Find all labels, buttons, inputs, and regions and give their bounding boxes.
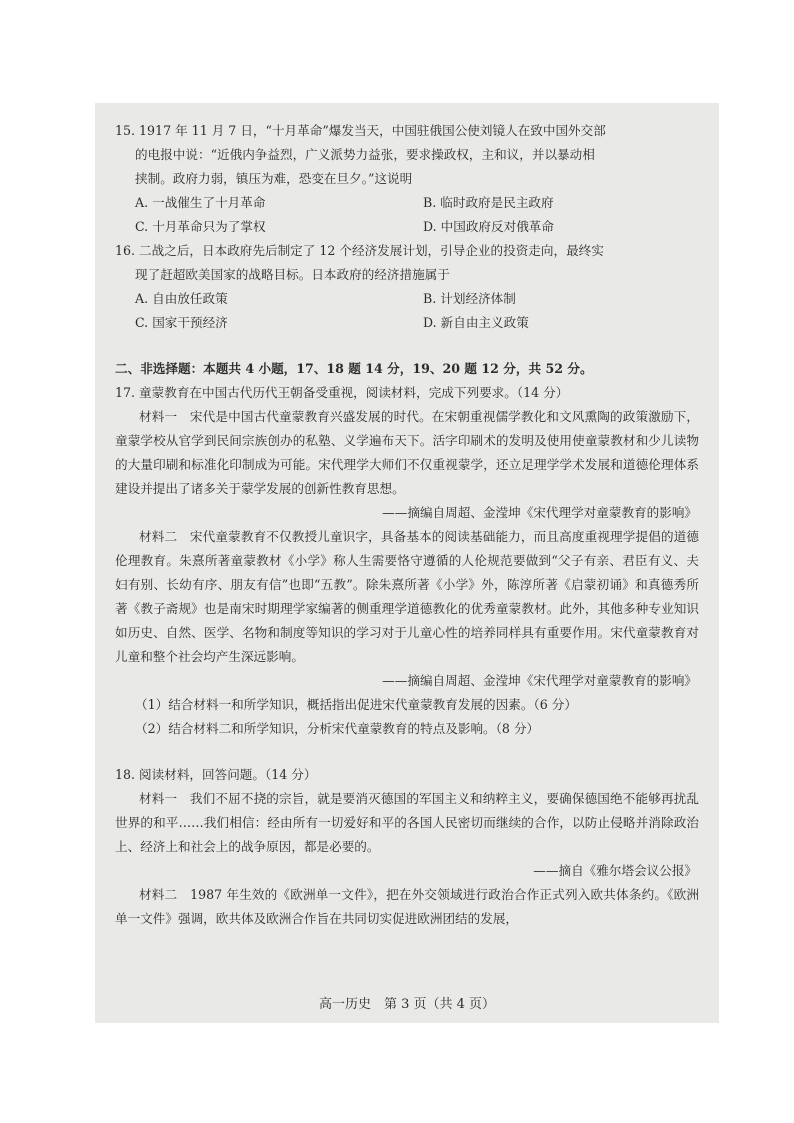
question-15: [115, 119, 699, 239]
q18-material-1: 材料一 我们不屈不挠的宗旨，就是要消灭德国的军国主义和纳粹主义，要确保德国绝不能够再扰乱世界的和平……我们相信：经由所有一切爱好和平的各国人民密切而继续的合作，以防止侵略并消除政治上、经济上和社会上的战争原因，都是必要的。: [115, 791, 699, 854]
q15-line-2: 的电报中说：“近俄内争益烈，广义派势力益张，要求操政权，主和议，并以暴动相: [135, 147, 595, 162]
q18-source-1: ——摘自《雅尔塔会议公报》: [533, 863, 697, 878]
q17-source-1: ——摘编自周超、金滢坤《宋代理学对童蒙教育的影响》: [382, 505, 697, 520]
q16-option-c[interactable]: C. 国家干预经济: [135, 315, 228, 330]
q15-line-1: 15. 1917 年 11 月 7 日，“十月革命”爆发当天，中国驻俄国公使刘镜人在致中国外交部: [115, 123, 606, 138]
exam-page: [95, 103, 719, 1023]
q16-option-a[interactable]: A. 自由放任政策: [135, 291, 228, 306]
q16-line-1: 16. 二战之后，日本政府先后制定了 12 个经济发展计划，引导企业的投资走向，最终实: [115, 243, 604, 258]
q15-option-b[interactable]: B. 临时政府是民主政府: [423, 195, 554, 210]
q15-option-d[interactable]: D. 中国政府反对俄革命: [423, 219, 554, 234]
q16-option-d[interactable]: D. 新自由主义政策: [423, 315, 529, 330]
q15-option-a[interactable]: A. 一战催生了十月革命: [135, 195, 266, 210]
question-16: [115, 239, 699, 335]
page-footer: 高一历史 第 3 页（共 4 页）: [318, 997, 496, 1012]
section-2-heading: 二、非选择题：本题共 4 小题，17、18 题 14 分，19、20 题 12 分，共 52 分。: [115, 361, 593, 376]
q15-option-c[interactable]: C. 十月革命只为了掌权: [135, 219, 266, 234]
q15-options: [115, 191, 699, 239]
q17-material-2: 材料二 宋代童蒙教育不仅教授儿童识字，具备基本的阅读基础能力，而且高度重视理学提倡的道德伦理教育。朱熹所著童蒙教材《小学》称人生需要恪守遵循的人伦规范要做到“父子有亲、君臣有义、夫妇有别、长幼有序、朋友有信”也即“五教”。除朱熹所著《小学》外，陈淳所著《启蒙初诵》和真德秀所著《教子斋规》也是南宋时期理学家编著的侧重理学道德教化的优秀童蒙教材。此外，其他多种专业知识如历史、自然、医学、名物和制度等知识的学习对于儿童心性的培养同样具有重要作用。宋代童蒙教育对儿童和整个社会均产生深远影响。: [115, 529, 699, 664]
q17-stem: 17. 童蒙教育在中国古代历代王朝备受重视，阅读材料，完成下列要求。（14 分）: [115, 385, 569, 400]
q17-sub-question-1: （1）结合材料一和所学知识，概括指出促进宋代童蒙教育发展的因素。（6 分）: [135, 697, 577, 712]
q17-material-1: 材料一 宋代是中国古代童蒙教育兴盛发展的时代。在宋朝重视儒学教化和文风熏陶的政策激励下，童蒙学校从官学到民间宗族创办的私塾、义学遍布天下。活字印刷术的发明及使用使童蒙教材和少儿读物的大量印刷和标准化印制成为可能。宋代理学大师们不仅重视蒙学，还立足理学学术发展和道德伦理体系建设并提出了诸多关于蒙学发展的创新性教育思想。: [115, 409, 699, 496]
q15-line-3: 挟制。政府力弱，镇压为难，恐变在旦夕。”这说明: [135, 171, 413, 186]
q17-source-2: ——摘编自周超、金滢坤《宋代理学对童蒙教育的影响》: [382, 673, 697, 688]
q18-material-2: 材料二 1987 年生效的《欧洲单一文件》，把在外交领域进行政治合作正式列入欧共体条约。《欧洲单一文件》强调，欧共体及欧洲合作旨在共同切实促进欧洲团结的发展，: [115, 887, 699, 926]
question-18: [115, 763, 699, 931]
q18-stem: 18. 阅读材料，回答问题。（14 分）: [115, 767, 317, 782]
question-17: [115, 381, 699, 741]
q17-sub-question-2: （2）结合材料二和所学知识，分析宋代童蒙教育的特点及影响。（8 分）: [135, 721, 540, 736]
q16-line-2: 现了赶超欧美国家的战略目标。日本政府的经济措施属于: [135, 267, 450, 282]
q16-options: [115, 287, 699, 335]
q16-option-b[interactable]: B. 计划经济体制: [423, 291, 516, 306]
